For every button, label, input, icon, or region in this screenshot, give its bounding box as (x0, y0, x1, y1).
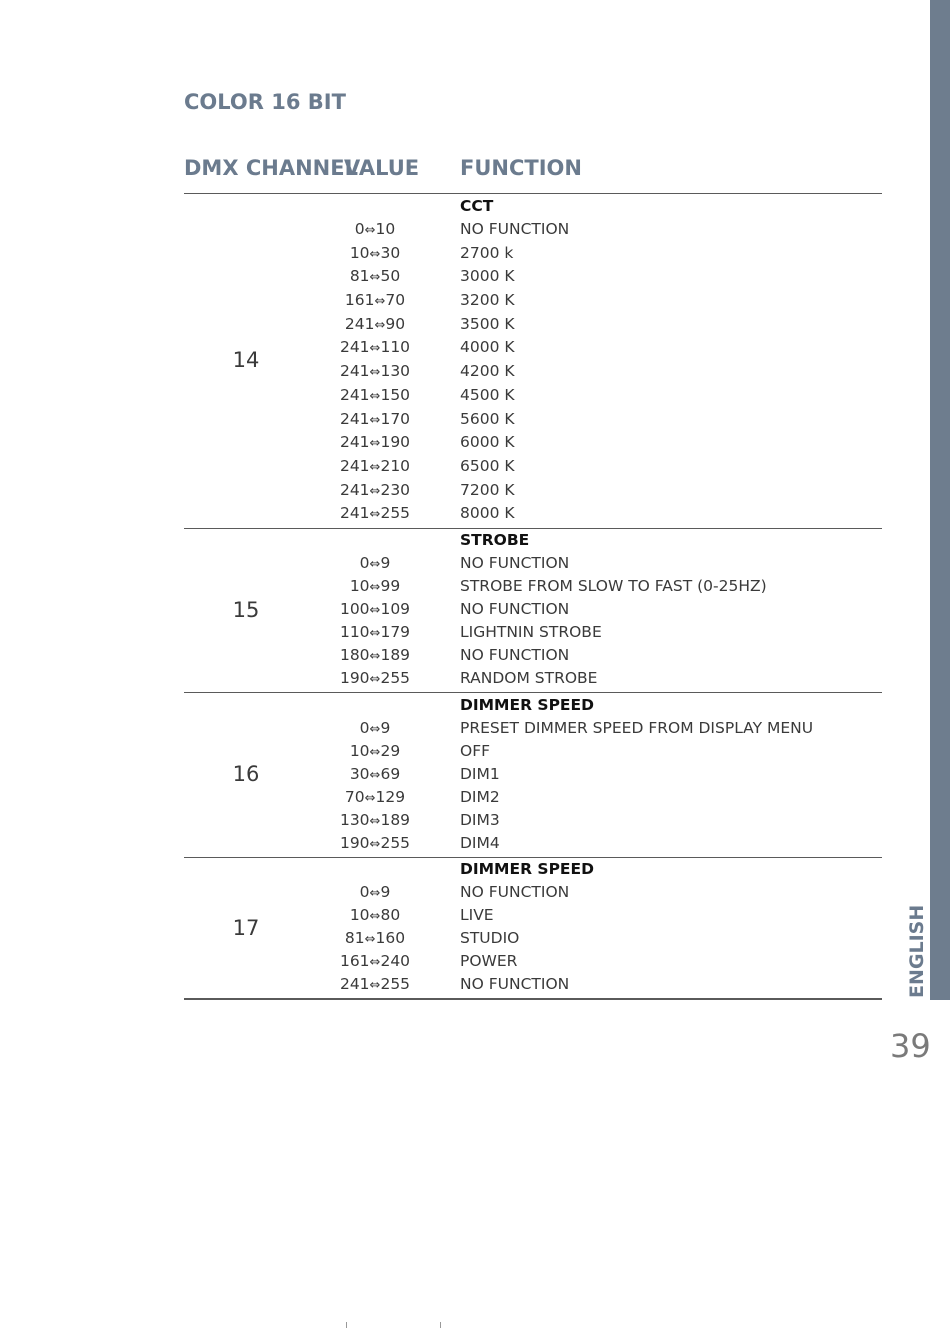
channel-number: 17 (232, 916, 260, 940)
table-row (0, 336, 950, 359)
value-range (300, 667, 450, 691)
value-range (300, 242, 450, 266)
range-start: 180 (339, 646, 370, 664)
table-row (0, 881, 950, 904)
value-range (300, 763, 450, 787)
function-label: RANDOM STROBE (460, 669, 598, 687)
double-arrow-icon: ⇔ (369, 955, 381, 970)
range-end: 150 (380, 385, 411, 404)
table-row (0, 927, 950, 950)
range-start: 110 (339, 623, 370, 641)
value-range (300, 408, 450, 432)
table-row (0, 313, 950, 336)
range-end: 255 (380, 504, 411, 523)
column-header-value: VALUE (344, 156, 420, 180)
double-arrow-icon: ⇔ (369, 580, 381, 595)
value-range (300, 904, 450, 928)
table-row (0, 809, 950, 832)
double-arrow-icon: ⇔ (369, 722, 381, 737)
double-arrow-icon: ⇔ (369, 978, 381, 993)
double-arrow-icon: ⇔ (369, 507, 381, 523)
range-end: 189 (380, 811, 411, 829)
range-start: 241 (339, 504, 370, 523)
double-arrow-icon: ⇔ (374, 317, 386, 333)
section-title: DIMMER SPEED (460, 696, 594, 714)
table-row (0, 740, 950, 763)
value-range (300, 218, 450, 242)
column-header-channel: DMX CHANNEL (184, 156, 358, 180)
range-start: 241 (339, 433, 370, 452)
table-row (0, 950, 950, 973)
scan-mark (440, 1322, 441, 1328)
range-start: 10 (349, 243, 370, 262)
range-end: 69 (380, 765, 401, 783)
double-arrow-icon: ⇔ (369, 672, 381, 687)
table-row (0, 455, 950, 478)
range-end: 80 (380, 906, 401, 924)
double-arrow-icon: ⇔ (369, 270, 381, 286)
value-range (300, 809, 450, 833)
value-range (300, 740, 450, 764)
range-end: 240 (380, 952, 411, 970)
range-start: 161 (339, 952, 370, 970)
range-end: 189 (380, 646, 411, 664)
value-range (300, 575, 450, 599)
header-rule (184, 193, 882, 194)
double-arrow-icon: ⇔ (369, 886, 381, 901)
table-row (0, 384, 950, 407)
double-arrow-icon: ⇔ (369, 837, 381, 852)
value-range (300, 360, 450, 384)
value-range (300, 832, 450, 856)
function-label: PRESET DIMMER SPEED FROM DISPLAY MENU (460, 719, 814, 737)
range-end: 70 (385, 291, 406, 310)
range-start: 81 (344, 929, 365, 947)
section-title: CCT (460, 197, 494, 215)
table-row (0, 408, 950, 431)
column-header-function: FUNCTION (460, 156, 582, 180)
group-divider (184, 692, 882, 693)
range-start: 161 (344, 291, 375, 310)
function-label: DIM3 (460, 811, 500, 829)
range-end: 179 (380, 623, 411, 641)
function-label: LIVE (460, 906, 494, 924)
value-range (300, 644, 450, 668)
table-row (0, 242, 950, 265)
scan-mark (346, 1322, 347, 1328)
channel-number: 15 (232, 598, 260, 622)
value-range (300, 552, 450, 576)
value-range (300, 502, 450, 526)
function-label: NO FUNCTION (460, 220, 570, 238)
table-row (0, 763, 950, 786)
function-label: NO FUNCTION (460, 883, 570, 901)
function-label: 4500 K (460, 385, 515, 404)
double-arrow-icon: ⇔ (369, 909, 381, 924)
range-start: 100 (339, 600, 370, 618)
table-row (0, 552, 950, 575)
range-start: 190 (339, 834, 370, 852)
language-label: ENGLISH (906, 904, 928, 998)
table-row (0, 479, 950, 502)
function-label: 8000 K (460, 504, 515, 523)
range-end: 29 (380, 742, 401, 760)
range-start: 10 (349, 906, 370, 924)
value-range (300, 786, 450, 810)
range-end: 90 (385, 314, 406, 333)
function-label: 4200 K (460, 362, 515, 381)
table-row (0, 644, 950, 667)
range-end: 129 (375, 788, 406, 806)
range-start: 10 (349, 577, 370, 595)
double-arrow-icon: ⇔ (374, 294, 386, 310)
table-row (0, 598, 950, 621)
double-arrow-icon: ⇔ (369, 365, 381, 381)
range-start: 241 (339, 480, 370, 499)
table-row (0, 502, 950, 525)
value-range (300, 384, 450, 408)
double-arrow-icon: ⇔ (369, 814, 381, 829)
table-row (0, 667, 950, 690)
function-label: 6000 K (460, 433, 515, 452)
range-end: 9 (380, 554, 391, 572)
range-start: 81 (349, 267, 370, 286)
table-row (0, 431, 950, 454)
range-end: 255 (380, 834, 411, 852)
range-end: 170 (380, 409, 411, 428)
range-start: 70 (344, 788, 365, 806)
range-end: 130 (380, 362, 411, 381)
table-row (0, 973, 950, 996)
section-title-row (0, 529, 950, 552)
double-arrow-icon: ⇔ (369, 246, 381, 262)
value-range (300, 455, 450, 479)
function-label: 5600 K (460, 409, 515, 428)
range-end: 210 (380, 456, 411, 475)
value-range (300, 973, 450, 997)
value-range (300, 598, 450, 622)
range-start: 241 (339, 385, 370, 404)
double-arrow-icon: ⇔ (364, 932, 376, 947)
function-label: STROBE FROM SLOW TO FAST (0-25HZ) (460, 577, 767, 595)
function-label: 4000 K (460, 338, 515, 357)
range-start: 0 (354, 220, 365, 238)
range-end: 9 (380, 883, 391, 901)
table-row (0, 621, 950, 644)
double-arrow-icon: ⇔ (369, 412, 381, 428)
table-row (0, 289, 950, 312)
range-start: 241 (339, 456, 370, 475)
double-arrow-icon: ⇔ (369, 745, 381, 760)
table-row (0, 265, 950, 288)
table-row (0, 360, 950, 383)
double-arrow-icon: ⇔ (369, 341, 381, 357)
range-start: 130 (339, 811, 370, 829)
function-label: DIM4 (460, 834, 500, 852)
range-end: 10 (375, 220, 396, 238)
function-label: DIM1 (460, 765, 500, 783)
range-end: 99 (380, 577, 401, 595)
double-arrow-icon: ⇔ (369, 603, 381, 618)
double-arrow-icon: ⇔ (369, 483, 381, 499)
range-end: 50 (380, 267, 401, 286)
range-start: 190 (339, 669, 370, 687)
range-start: 30 (349, 765, 370, 783)
section-title-row (0, 858, 950, 881)
range-start: 0 (359, 554, 370, 572)
function-label: NO FUNCTION (460, 975, 570, 993)
group-divider (184, 998, 882, 1000)
table-row (0, 575, 950, 598)
range-start: 0 (359, 719, 370, 737)
function-label: NO FUNCTION (460, 646, 570, 664)
function-label: 3200 K (460, 291, 515, 310)
range-end: 255 (380, 975, 411, 993)
page-number: 39 (890, 1027, 931, 1065)
double-arrow-icon: ⇔ (369, 626, 381, 641)
range-end: 9 (380, 719, 391, 737)
function-label: OFF (460, 742, 491, 760)
double-arrow-icon: ⇔ (369, 649, 381, 664)
value-range (300, 289, 450, 313)
function-label: DIM2 (460, 788, 500, 806)
value-range (300, 950, 450, 974)
channel-number: 14 (232, 348, 260, 372)
range-end: 110 (380, 338, 411, 357)
table-row (0, 717, 950, 740)
double-arrow-icon: ⇔ (369, 436, 381, 452)
value-range (300, 265, 450, 289)
value-range (300, 313, 450, 337)
range-end: 230 (380, 480, 411, 499)
range-start: 241 (339, 338, 370, 357)
table-row (0, 832, 950, 855)
range-end: 160 (375, 929, 406, 947)
value-range (300, 621, 450, 645)
double-arrow-icon: ⇔ (369, 388, 381, 404)
section-title: STROBE (460, 531, 530, 549)
function-label: POWER (460, 952, 518, 970)
value-range (300, 336, 450, 360)
double-arrow-icon: ⇔ (364, 223, 376, 238)
range-end: 109 (380, 600, 411, 618)
function-label: 6500 K (460, 456, 515, 475)
range-start: 241 (339, 362, 370, 381)
section-title-row (0, 195, 950, 218)
range-start: 241 (344, 314, 375, 333)
double-arrow-icon: ⇔ (364, 791, 376, 806)
table-row (0, 218, 950, 241)
function-label: 3500 K (460, 314, 515, 333)
function-label: LIGHTNIN STROBE (460, 623, 602, 641)
function-label: 7200 K (460, 480, 515, 499)
function-label: 3000 K (460, 267, 515, 286)
function-label: 2700 k (460, 243, 514, 262)
function-label: NO FUNCTION (460, 600, 570, 618)
double-arrow-icon: ⇔ (369, 768, 381, 783)
range-start: 241 (339, 409, 370, 428)
double-arrow-icon: ⇔ (369, 557, 381, 572)
range-end: 255 (380, 669, 411, 687)
range-start: 0 (359, 883, 370, 901)
double-arrow-icon: ⇔ (369, 459, 381, 475)
function-label: NO FUNCTION (460, 554, 570, 572)
section-title-row (0, 694, 950, 717)
range-start: 241 (339, 975, 370, 993)
value-range (300, 479, 450, 503)
range-end: 30 (380, 243, 401, 262)
value-range (300, 431, 450, 455)
range-end: 190 (380, 433, 411, 452)
table-row (0, 786, 950, 809)
function-label: STUDIO (460, 929, 520, 947)
section-title: DIMMER SPEED (460, 860, 594, 878)
value-range (300, 717, 450, 741)
channel-number: 16 (232, 762, 260, 786)
range-start: 10 (349, 742, 370, 760)
value-range (300, 881, 450, 905)
value-range (300, 927, 450, 951)
page-title: COLOR 16 BIT (184, 90, 346, 114)
table-row (0, 904, 950, 927)
